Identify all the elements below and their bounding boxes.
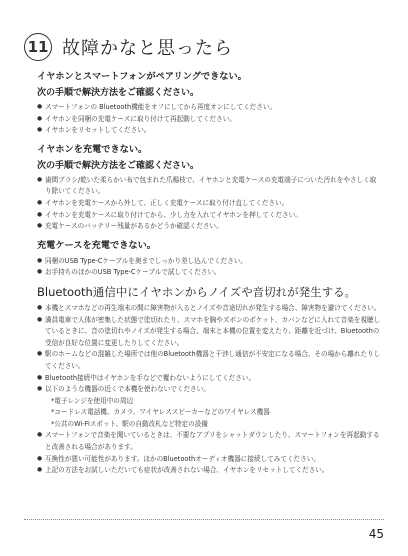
section-heading: 充電ケースを充電できない。	[37, 239, 156, 251]
list-item: ● イヤホンを充電ケースから外して、正しく充電ケースに取り付け直してください。	[37, 198, 382, 210]
bullet-list	[37, 303, 382, 477]
section-subheading: 次の手順で解決方法をご確認ください。	[37, 160, 200, 171]
list-item: ● 同梱のUSB Type-Cケーブルを奥までしっかり差し込んでください。	[37, 256, 382, 268]
page-number: 45	[368, 527, 384, 541]
sub-list-item: *コードレス電話機、カメラ、ワイヤレススピーカーなどのワイヤレス機器	[51, 408, 270, 417]
list-item: ● 歯間ブラシ/乾いた柔らかい布で包まれた爪楊枝で、イヤホンと充電ケースの充電端子についた汚れをやさしく取り除いてください。	[37, 175, 382, 198]
list-item: ● 本機とスマホなどの再生端末の間に障害物が入るとノイズや音途切れが発生する場合、障害物を避けてください。	[37, 303, 382, 315]
sub-list-item: *電子レンジを使用中の周辺	[51, 396, 134, 405]
list-item: ● イヤホンを充電ケースに取り付けてから、少し力を入れてイヤホンを押してください。	[37, 210, 382, 222]
list-item: ● 上記の方法をお試しいただいても症状が改善されない場合、イヤホンをリセットしてください。	[37, 465, 382, 477]
list-item: ● 駅のホームなどの混雑した場所では他のBluetooth機器と干渉し通信が不安定になる場合、その場から離れたりしてください。	[37, 349, 382, 372]
footer-divider	[24, 519, 384, 520]
section-number-badge: 11	[24, 33, 52, 61]
list-item: ● スマートフォンの Bluetooth機能をオフにしてから再度オンにしてください。	[37, 102, 382, 114]
list-item: ● 充電ケースのバッテリー残量があるかどうか確認ください。	[37, 221, 382, 233]
section-case-charging	[37, 239, 382, 279]
bullet-list	[37, 102, 382, 137]
section-heading: イヤホンを充電できない。	[37, 143, 148, 155]
bullet-list	[37, 256, 382, 279]
sub-list-item: *公共のWi-Fiスポット、駅の自動改札など特定の設備	[51, 419, 208, 428]
section-heading: Bluetooth通信中にイヤホンからノイズや音切れが発生する。	[37, 284, 357, 299]
list-item: ● イヤホンをリセットしてください。	[37, 125, 382, 137]
list-item: ● 以下のような機器の近くで本機を使わないでください。	[37, 384, 382, 396]
list-item: ● イヤホンを同梱の充電ケースに取り付けて再起動してください。	[37, 114, 382, 126]
list-item: ● Bluetooth接続中はイヤホンを手などで覆わないようにしてください。	[37, 373, 382, 385]
content	[37, 70, 382, 483]
page-header	[24, 30, 233, 64]
section-bluetooth-noise	[37, 285, 382, 477]
page-title: 故障かなと思ったら	[62, 38, 233, 59]
list-item: ● 互換性が悪い可能性があります。ほかのBluetoothオーディオ機器に接続してみてください。	[37, 454, 382, 466]
section-earphone-charging	[37, 143, 382, 233]
list-item: ● 満員電車で人体が密集した状態で塗切れたり、スマホを胸やズボンのポケット、カバンなどに入れて音楽を視聴しているときに、音の塗切れやノイズが発生する場合、端末と本機の位置を変えたり、距離を近づけ、Bluetoothの受信が良好な位置に変更したりしてください。	[37, 315, 382, 350]
bullet-list	[37, 175, 382, 233]
section-subheading: 次の手順で解決方法をご確認ください。	[37, 88, 200, 98]
section-heading: イヤホンとスマートフォンがペアリングできない。	[37, 71, 247, 82]
list-item: ● お手持ちのほかのUSB Type-Cケーブルで試してください。	[37, 267, 382, 279]
list-item: ● スマートフォンで音楽を聞いているときは、不要なアプリをシャットダウンしたり、スマートフォンを再起動すると改善される場合があります。	[37, 430, 382, 453]
section-pairing	[37, 70, 382, 137]
